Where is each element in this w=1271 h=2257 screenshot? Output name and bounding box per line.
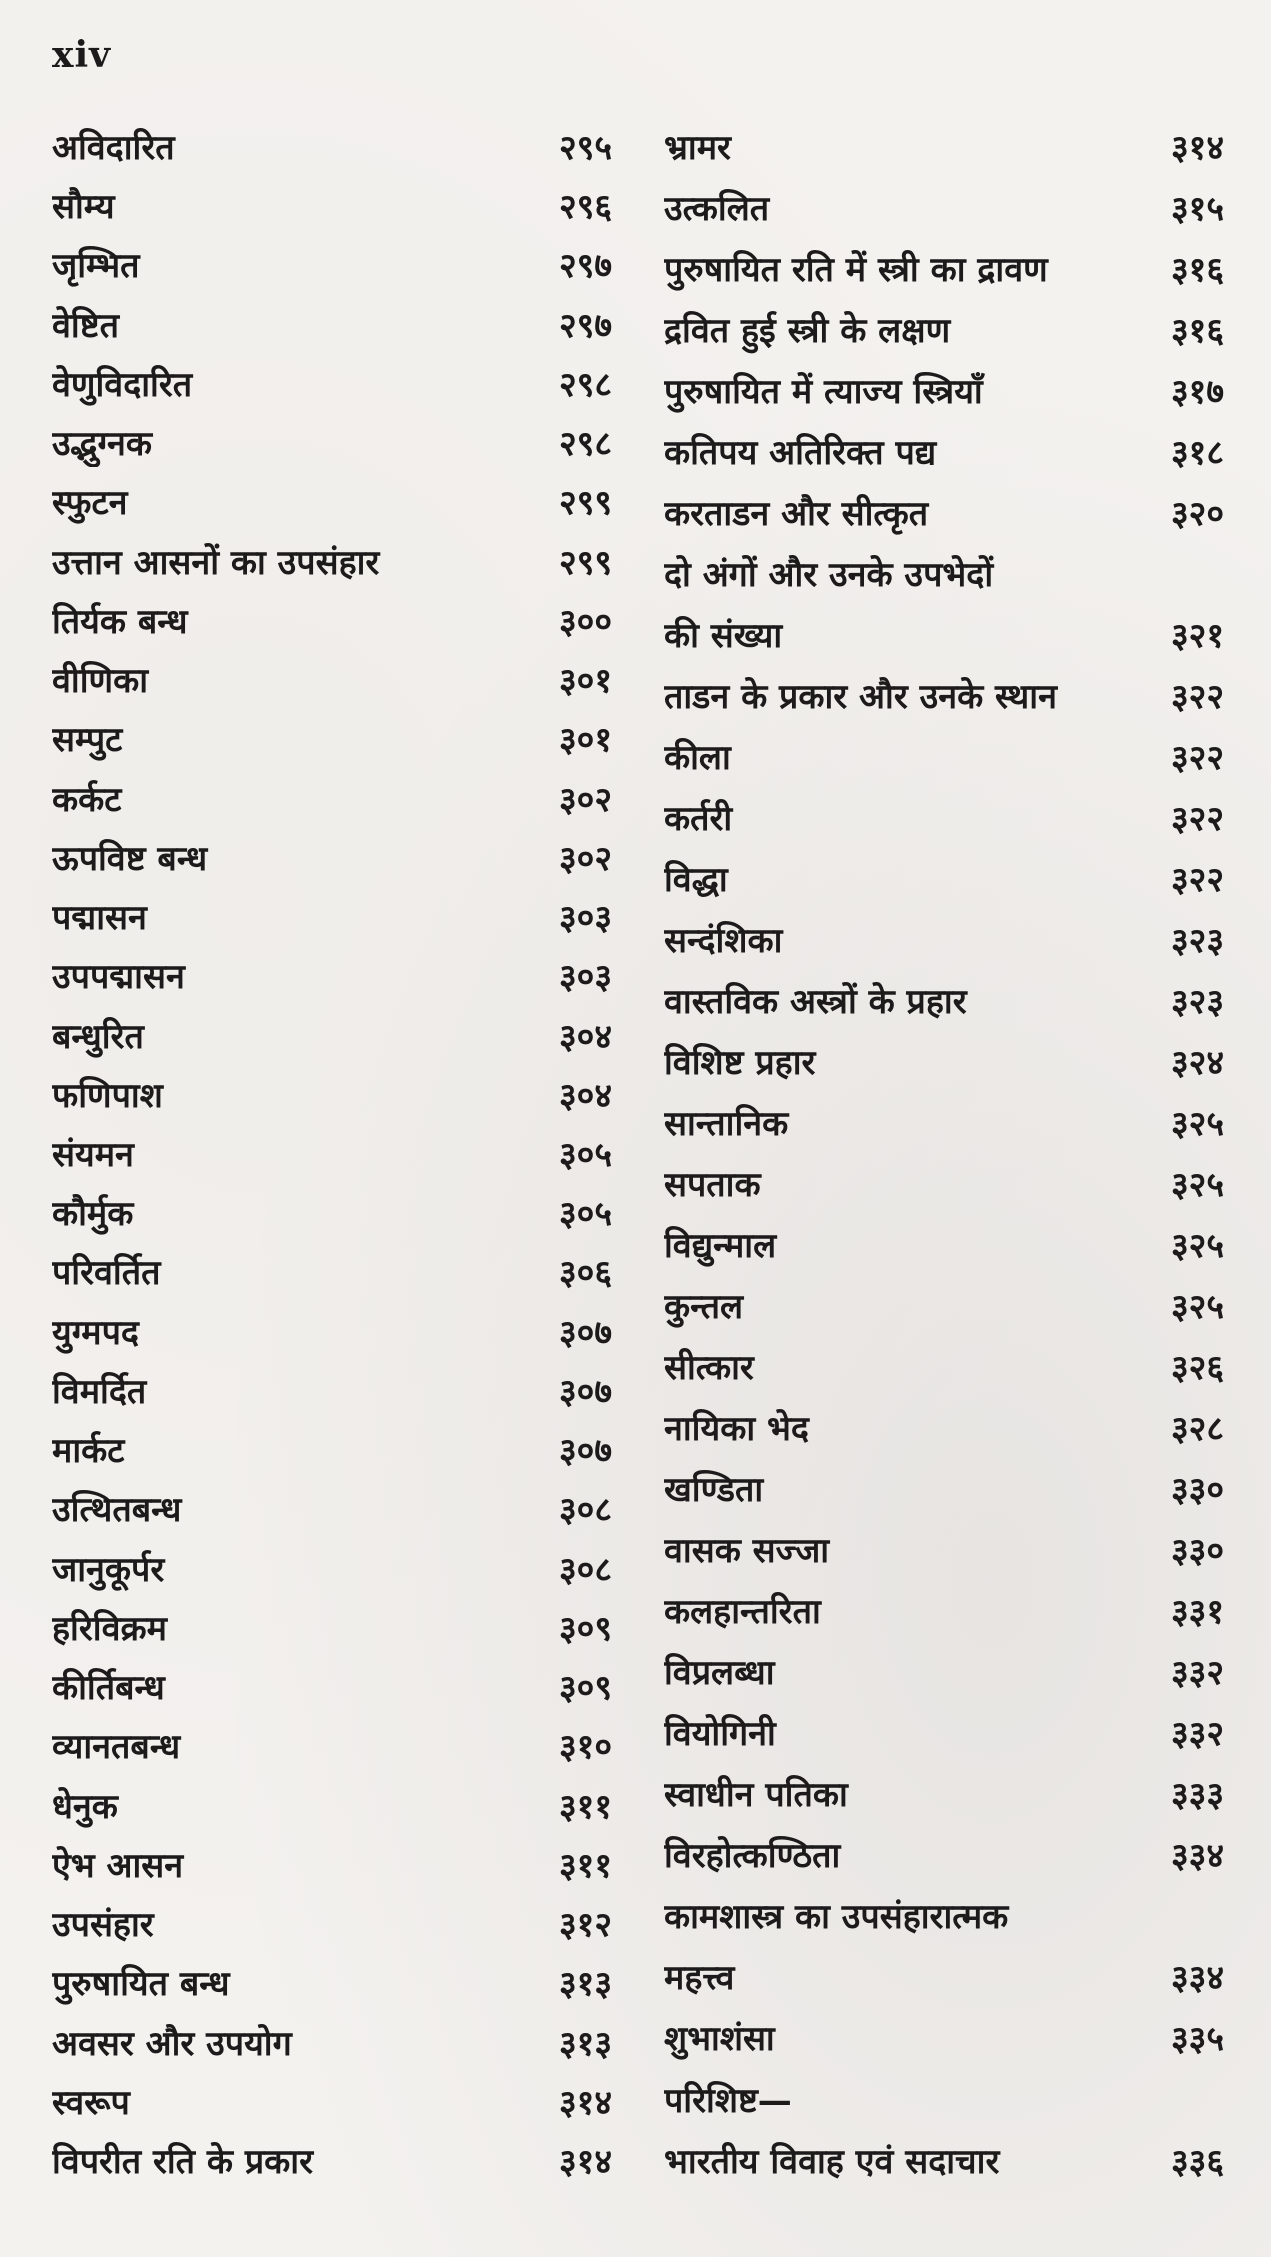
toc-entry (664, 857, 1224, 903)
toc-entry-page: ३२२ (1170, 860, 1224, 901)
toc-entry (52, 836, 612, 882)
toc-entry-page: ३०१ (558, 720, 612, 761)
toc-entry-page: ३३६ (1170, 2141, 1224, 2182)
toc-entry-title: कुन्तल (664, 1287, 744, 1328)
toc-entry-title: अविदारित (52, 128, 175, 168)
toc-entry-page: ३१६ (1170, 311, 1224, 352)
toc-left-column (52, 125, 612, 2185)
toc-entry (664, 1345, 1224, 1391)
toc-entry-title: स्वरूप (52, 2082, 130, 2123)
toc-entry-title: उपसंहार (52, 1905, 154, 1946)
toc-entry-page: ३०१ (558, 661, 612, 702)
toc-entry (52, 1191, 612, 1237)
toc-entry (664, 796, 1224, 842)
toc-entry-title: वेष्टित (52, 305, 119, 346)
toc-entry (664, 1162, 1224, 1208)
toc-entry-page: ३२४ (1170, 1043, 1224, 1084)
toc-entry-title: सम्पुट (52, 720, 123, 761)
toc-entry-page: ३०५ (558, 1194, 612, 1235)
toc-entry-title: नायिका भेद (664, 1409, 809, 1450)
toc-entry (664, 1833, 1224, 1879)
toc-entry-title: सीत्कार (664, 1348, 754, 1389)
toc-entry-page: ३१३ (558, 2023, 612, 2064)
toc-entry-page: ३१४ (1170, 128, 1224, 168)
toc-entry (664, 369, 1224, 415)
toc-entry (52, 717, 612, 763)
toc-entry-title: वासक सज्जा (664, 1531, 830, 1572)
toc-entry-title: पुरुषायित बन्ध (52, 1964, 230, 2005)
toc-entry-page: ३३२ (1170, 1653, 1224, 1694)
toc-entry-title: बन्धुरित (52, 1016, 144, 1057)
toc-entry (52, 2139, 612, 2185)
toc-entry-page: २९७ (558, 246, 612, 287)
toc-entry-page: ३३१ (1170, 1592, 1224, 1633)
toc-entry-title: सौम्य (52, 187, 115, 228)
toc-entry-page: ३०९ (558, 1668, 612, 1709)
toc-entry (52, 954, 612, 1000)
toc-entry (664, 186, 1224, 232)
toc-entry (52, 658, 612, 704)
toc-entry-title: खण्डिता (664, 1470, 764, 1511)
toc-entry (52, 1843, 612, 1889)
toc-entry (664, 2139, 1224, 2185)
toc-entry-page: २९८ (558, 424, 612, 465)
toc-entry-page: २९८ (558, 364, 612, 405)
toc-entry-page: ३१२ (558, 1905, 612, 1946)
toc-entry-title: फणिपाश (52, 1075, 163, 1116)
toc-entry (52, 777, 612, 823)
toc-entry-title: ताडन के प्रकार और उनके स्थान (664, 677, 1057, 718)
toc-entry-page: २९९ (558, 483, 612, 524)
toc-entry-title: सन्दंशिका (664, 921, 783, 962)
toc-entry (664, 918, 1224, 964)
toc-entry-title: ऊपविष्ट बन्ध (52, 838, 208, 879)
toc-entry (664, 1894, 1224, 1940)
toc-entry-title: अवसर और उपयोग (52, 2023, 292, 2064)
toc-entry-title: की संख्या (664, 616, 783, 657)
toc-entry-title: उपपद्मासन (52, 957, 185, 998)
toc-entry (664, 979, 1224, 1025)
toc-entry-title: विरहोत्कण्ठिता (664, 1836, 841, 1877)
toc-entry-title: कतिपय अतिरिक्त पद्य (664, 433, 937, 474)
toc-entry (664, 247, 1224, 293)
toc-entry-title: परिशिष्ट— (664, 2080, 792, 2121)
toc-entry (52, 125, 612, 171)
toc-entry-page: ३२५ (1170, 1287, 1224, 1328)
toc-entry-page: ३२५ (1170, 1165, 1224, 1206)
toc-entry (52, 1961, 612, 2007)
toc-entry-title: भ्रामर (664, 128, 731, 168)
toc-entry-title: वीणिका (52, 661, 149, 702)
toc-entry (664, 613, 1224, 659)
toc-entry-title: कीर्तिबन्ध (52, 1668, 165, 1709)
toc-entry-page: ३२१ (1170, 616, 1224, 657)
toc-entry-page: ३३० (1170, 1470, 1224, 1511)
toc-entry-title: उत्थितबन्ध (52, 1490, 182, 1531)
toc-entry-title: शुभाशंसा (664, 2019, 775, 2060)
toc-entry-title: जानुकूर्पर (52, 1549, 165, 1590)
toc-entry (52, 362, 612, 408)
toc-entry-title: कर्कट (52, 779, 122, 820)
toc-entry-page: ३०८ (558, 1549, 612, 1590)
toc-entry (664, 2078, 1224, 2124)
toc-entry-title: विपरीत रति के प्रकार (52, 2141, 313, 2182)
toc-entry-page: ३०७ (558, 1431, 612, 1472)
toc-entry (664, 430, 1224, 476)
toc-entry-page: ३२५ (1170, 1226, 1224, 1267)
toc-entry-page: ३३० (1170, 1531, 1224, 1572)
toc-entry-title: स्फुटन (52, 483, 128, 524)
toc-entry (52, 303, 612, 349)
toc-entry (664, 1467, 1224, 1513)
toc-entry-page: ३०६ (558, 1253, 612, 1294)
toc-entry-title: वियोगिनी (664, 1714, 776, 1755)
toc-entry-page: ३२३ (1170, 921, 1224, 962)
toc-entry-page: ३१४ (558, 2141, 612, 2182)
toc-entry-title: युग्मपद (52, 1312, 139, 1353)
toc-entry (52, 1250, 612, 1296)
page-number: xiv (52, 34, 112, 76)
toc-entry-title: तिर्यक बन्ध (52, 601, 188, 642)
toc-entry (664, 1406, 1224, 1452)
toc-entry-page: ३२२ (1170, 738, 1224, 779)
toc-entry-title: व्यानतबन्ध (52, 1727, 181, 1768)
toc-entry-title: भारतीय विवाह एवं सदाचार (664, 2141, 1000, 2182)
toc-entry (664, 1711, 1224, 1757)
toc-entry-page: ३२६ (1170, 1348, 1224, 1389)
toc-entry-page: ३२५ (1170, 1104, 1224, 1145)
toc-entry (52, 1724, 612, 1770)
toc-entry-page: ३१३ (558, 1964, 612, 2005)
toc-entry-page: ३२२ (1170, 799, 1224, 840)
toc-entry-title: विप्रलब्धा (664, 1653, 775, 1694)
toc-entry-page: ३०४ (558, 1075, 612, 1116)
toc-entry-page: ३०४ (558, 1016, 612, 1057)
toc-entry (52, 1547, 612, 1593)
toc-entry (52, 2080, 612, 2126)
toc-entry-page: ३०२ (558, 779, 612, 820)
toc-entry-title: कौर्मुक (52, 1194, 134, 1235)
toc-entry-title: सपताक (664, 1165, 761, 1206)
toc-entry-title: पुरुषायित में त्याज्य स्त्रियाँ (664, 372, 983, 413)
toc-entry-page: ३३४ (1170, 1836, 1224, 1877)
toc-entry (52, 1014, 612, 1060)
toc-entry-page: ३१५ (1170, 189, 1224, 230)
toc-entry-page: ३३२ (1170, 1714, 1224, 1755)
toc-entry-title: विशिष्ट प्रहार (664, 1043, 816, 1084)
toc-entry-page: ३२२ (1170, 677, 1224, 718)
toc-entry (52, 1310, 612, 1356)
toc-entry-title: पुरुषायित रति में स्त्री का द्रावण (664, 250, 1048, 291)
toc-entry (664, 1040, 1224, 1086)
toc-entry-page: ३२३ (1170, 982, 1224, 1023)
toc-entry (664, 1528, 1224, 1574)
toc-entry-page: २९९ (558, 542, 612, 583)
toc-entry-title: कलहान्तरिता (664, 1592, 821, 1633)
toc-entry-title: विद्युन्माल (664, 1226, 777, 1267)
toc-entry (52, 1073, 612, 1119)
toc-entry (664, 674, 1224, 720)
toc-entry (664, 1650, 1224, 1696)
toc-entry-page: ३१४ (558, 2082, 612, 2123)
toc-entry-title: उद्भुग्नक (52, 424, 152, 465)
toc-entry (664, 1223, 1224, 1269)
toc-entry-title: वास्तविक अस्त्रों के प्रहार (664, 982, 967, 1023)
toc-entry-title: दो अंगों और उनके उपभेदों (664, 555, 994, 596)
toc-entry-title: धेनुक (52, 1786, 118, 1827)
toc-entry-title: विद्धा (664, 860, 728, 901)
toc-entry (52, 421, 612, 467)
toc-entry-page: ३०७ (558, 1312, 612, 1353)
toc-entry-page: ३३५ (1170, 2019, 1224, 2060)
toc-entry (664, 735, 1224, 781)
toc-entry-title: द्रवित हुई स्त्री के लक्षण (664, 311, 951, 352)
toc-entry-page: ३२० (1170, 494, 1224, 535)
toc-entry (664, 1589, 1224, 1635)
toc-entry-page: ३१६ (1170, 250, 1224, 291)
toc-entry-title: सान्तानिक (664, 1104, 789, 1145)
toc-entry-page: ३०५ (558, 1134, 612, 1175)
toc-entry-title: कीला (664, 738, 731, 779)
toc-entry-title: कर्तरी (664, 799, 733, 840)
toc-entry-page: ३११ (558, 1786, 612, 1827)
toc-entry (664, 1284, 1224, 1330)
toc-entry-page: ३०३ (558, 898, 612, 939)
toc-entry (664, 491, 1224, 537)
toc-entry-page: ३१८ (1170, 433, 1224, 474)
toc-entry-page: ३०८ (558, 1490, 612, 1531)
toc-entry (52, 1665, 612, 1711)
toc-entry-page: २९५ (558, 128, 612, 168)
toc-entry-title: स्वाधीन पतिका (664, 1775, 848, 1816)
toc-entry (664, 308, 1224, 354)
toc-entry-title: महत्त्व (664, 1958, 735, 1999)
toc-entry-page: ३२८ (1170, 1409, 1224, 1450)
toc-entry-page: ३३४ (1170, 1958, 1224, 1999)
toc-entry (52, 1606, 612, 1652)
toc-entry (664, 125, 1224, 171)
toc-entry-title: कामशास्त्र का उपसंहारात्मक (664, 1897, 1009, 1938)
toc-entry (52, 1902, 612, 1948)
toc-entry (52, 2021, 612, 2067)
toc-entry-title: मार्कट (52, 1431, 125, 1472)
toc-entry-page: ३०२ (558, 838, 612, 879)
toc-entry-title: उत्तान आसनों का उपसंहार (52, 542, 380, 583)
toc-entry-title: वेणुविदारित (52, 364, 193, 405)
toc-entry (52, 184, 612, 230)
toc-entry (52, 1369, 612, 1415)
toc-entry-title: करताडन और सीत्कृत (664, 494, 929, 535)
toc-entry (52, 540, 612, 586)
toc-right-column (664, 125, 1224, 2185)
toc-entry-page: ३३३ (1170, 1775, 1224, 1816)
toc-entry-page: २९७ (558, 305, 612, 346)
toc-entry (664, 552, 1224, 598)
toc-entry (52, 1428, 612, 1474)
toc-entry-title: ऐभ आसन (52, 1845, 184, 1886)
toc-entry-page: ३०९ (558, 1608, 612, 1649)
toc-entry (664, 1772, 1224, 1818)
toc-entry (664, 1955, 1224, 2001)
toc-entry-title: संयमन (52, 1134, 134, 1175)
toc-entry (52, 1784, 612, 1830)
toc-entry-title: जृम्भित (52, 246, 140, 287)
toc-entry-title: परिवर्तित (52, 1253, 161, 1294)
toc-entry-page: ३१७ (1170, 372, 1224, 413)
toc-entry-page: ३१० (558, 1727, 612, 1768)
toc-entry-page: ३११ (558, 1845, 612, 1886)
toc-entry (52, 895, 612, 941)
toc-entry-title: हरिविक्रम (52, 1608, 167, 1649)
toc-entry (664, 1101, 1224, 1147)
toc-entry (52, 1132, 612, 1178)
toc-entry (52, 1487, 612, 1533)
toc-entry-title: पद्मासन (52, 898, 147, 939)
toc-entry (52, 599, 612, 645)
toc-entry-page: ३०७ (558, 1371, 612, 1412)
toc-entry-title: उत्कलित (664, 189, 770, 230)
toc-entry-page: ३०० (558, 601, 612, 642)
toc-entry (52, 480, 612, 526)
toc-entry-title: विमर्दित (52, 1371, 147, 1412)
toc-entry (664, 2016, 1224, 2062)
toc-entry-page: ३०३ (558, 957, 612, 998)
toc-entry-page: २९६ (558, 187, 612, 228)
toc-entry (52, 243, 612, 289)
